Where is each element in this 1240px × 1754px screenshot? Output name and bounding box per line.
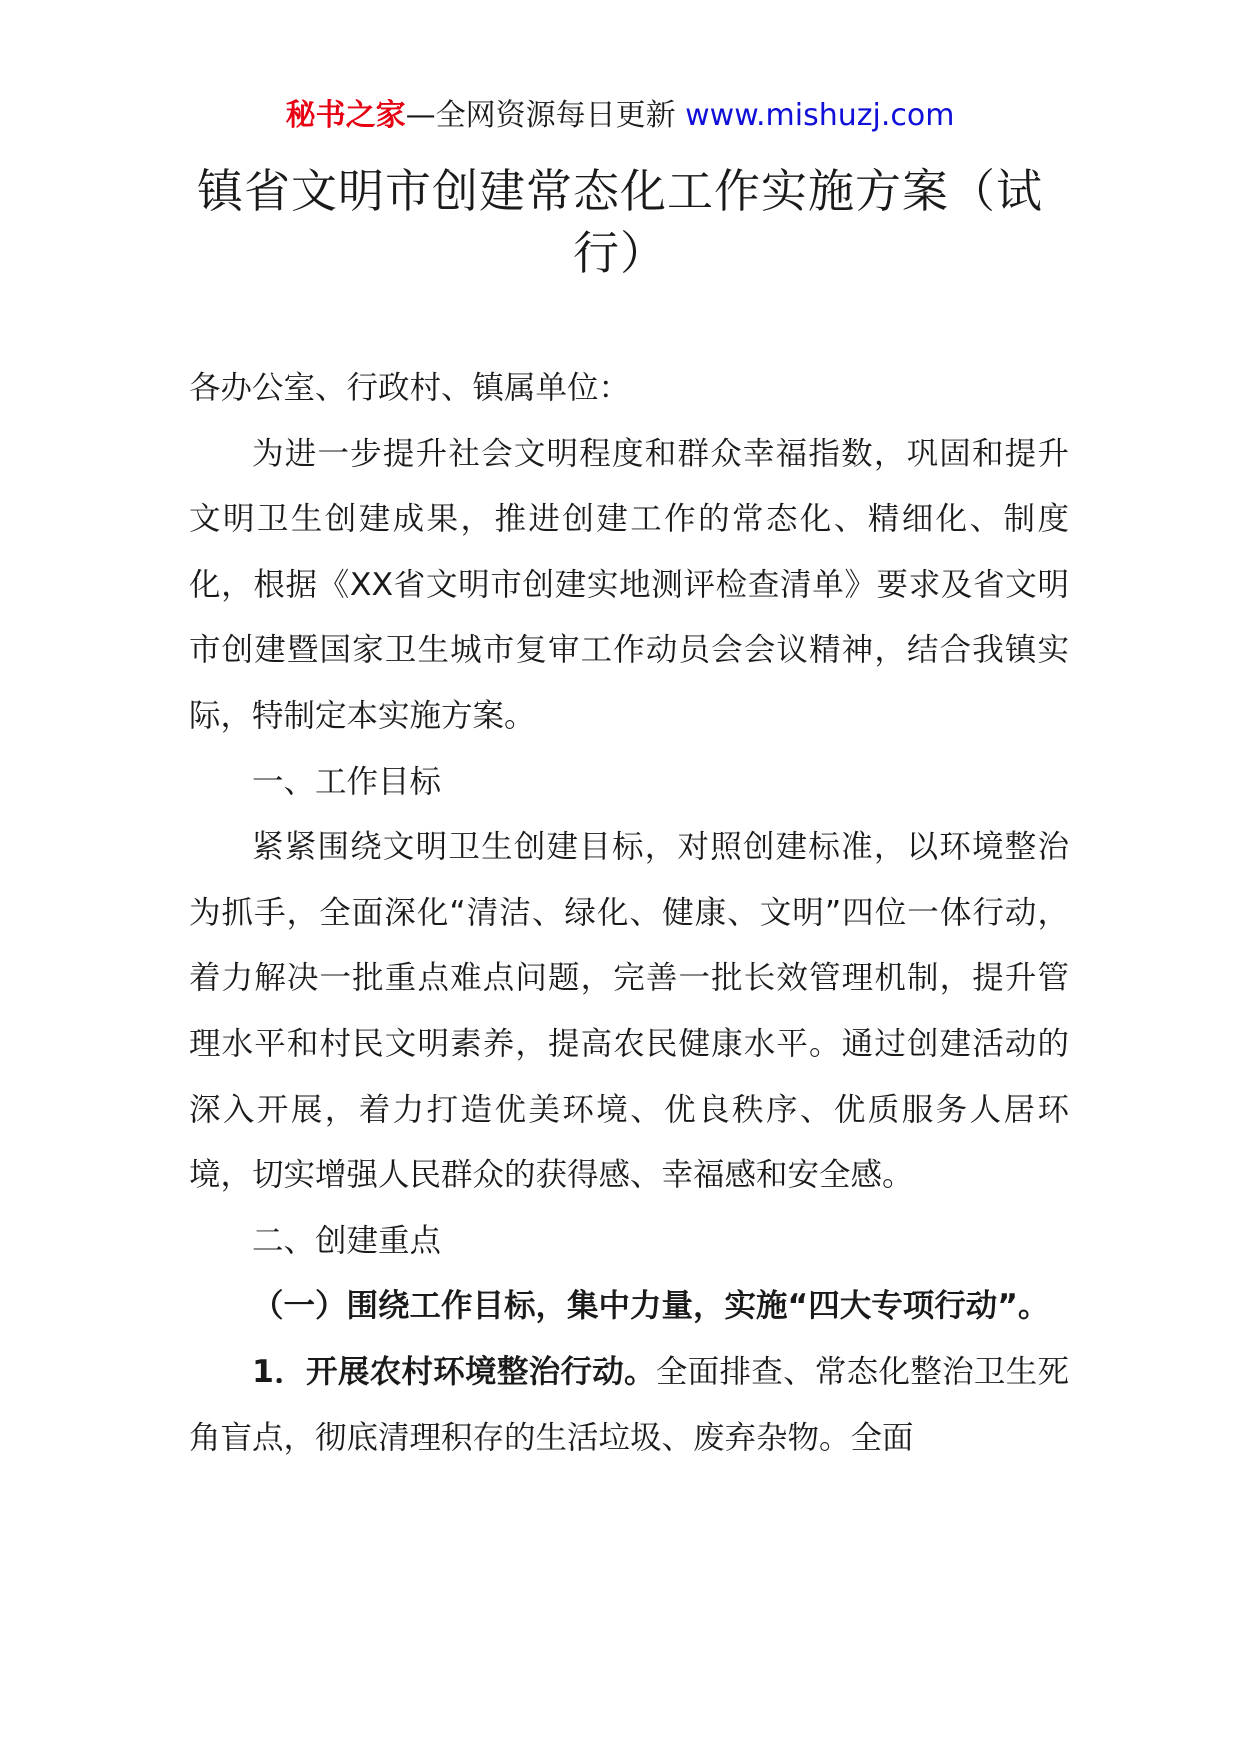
subsection-heading: （一）围绕工作目标，集中力量，实施“四大专项行动”。 — [252, 1288, 1050, 1325]
item-text: 全面排查、常态化整治卫生死角盲点，彻底清理积存的生活垃圾、废弃杂物。全面 — [189, 1353, 1069, 1456]
salutation: 各办公室、行政村、镇属单位： — [189, 370, 631, 406]
intro-paragraph: 为进一步提升社会文明程度和群众幸福指数，巩固和提升文明卫生创建成果，推进创建工作的常态化、精细化、制度化，根据《XX省文明市创建实地测评检查清单》要求及省文明市创建暨国家卫生城市复审工作动员会会议精神，结合我镇实际，特制定本实施方案。 — [189, 435, 1069, 734]
section-heading-goals: 一、工作目标 — [252, 763, 442, 800]
item-heading: 1．开展农村环境整治行动。 — [252, 1353, 656, 1390]
header-tagline: —全网资源每日更新 — [405, 98, 686, 133]
section-heading-focus: 二、创建重点 — [252, 1222, 442, 1259]
goals-paragraph: 紧紧围绕文明卫生创建目标，对照创建标准，以环境整治为抓手，全面深化“清洁、绿化、健康、文明”四位一体行动，着力解决一批重点难点问题，完善一批长效管理机制，提升管理水平和村民文明素养，提高农民健康水平。通过创建活动的深入开展，着力打造优美环境、优良秩序、优质服务人居环境，切实增强人民群众的获得感、幸福感和安全感。 — [189, 829, 1069, 1194]
item-paragraph — [189, 1340, 1069, 1471]
document-body — [189, 356, 1069, 1471]
site-link[interactable]: www.mishuzj.com — [685, 98, 955, 133]
site-header — [0, 96, 1240, 136]
document-title: 镇省文明市创建常态化工作实施方案（试行） — [197, 164, 1043, 280]
brand-name: 秘书之家 — [285, 98, 406, 133]
